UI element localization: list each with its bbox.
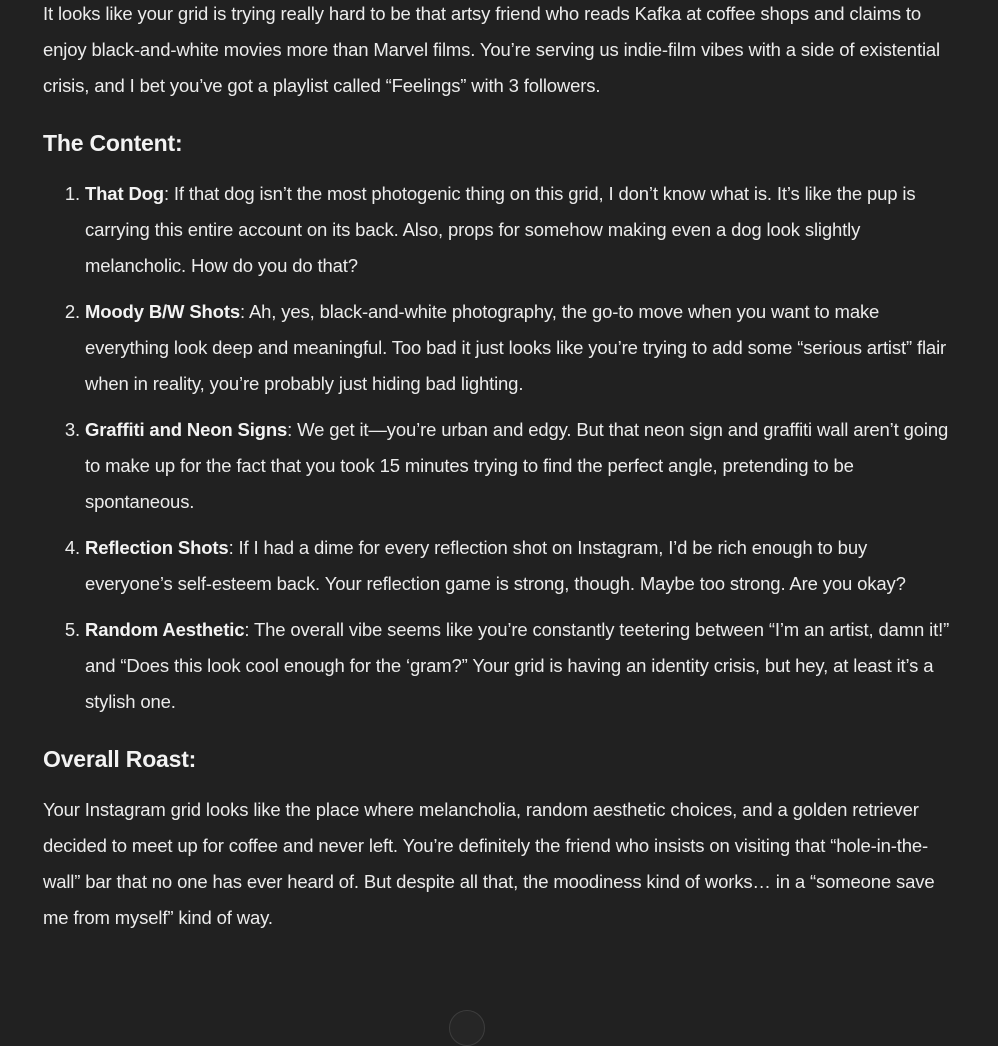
list-item-label: Moody B/W Shots	[85, 301, 240, 322]
list-item-label: Graffiti and Neon Signs	[85, 419, 288, 440]
list-item-text: : The overall vibe seems like you’re constantly teetering between “I’m an artist, damn it!” and “Does this look cool enough for the ‘gram?” Your grid is having an identity crisis, but hey, at least it’s a stylish one.	[85, 619, 950, 712]
roast-paragraph: Your Instagram grid looks like the place where melancholia, random aesthetic choices, and a golden retriever decided to meet up for coffee and never left. You’re definitely the friend who insists on visiting that “hole-in-the-wall” bar that no one has ever heard of. But despite all that, the moodiness kind of works… in a “someone save me from myself” kind of way.	[43, 799, 935, 928]
list-item	[85, 412, 955, 520]
list-item	[85, 530, 955, 602]
intro-paragraph: It looks like your grid is trying really hard to be that artsy friend who reads Kafka at coffee shops and claims to enjoy black-and-white movies more than Marvel films. You’re serving us indie-film vibes with a side of existential crisis, and I bet you’ve got a playlist called “Feelings” with 3 followers.	[43, 3, 940, 96]
content-list	[43, 176, 955, 720]
list-item-text: : We get it—you’re urban and edgy. But that neon sign and graffiti wall aren’t going to make up for the fact that you took 15 minutes trying to find the perfect angle, pretending to be spontaneous.	[85, 419, 949, 512]
list-item-text: : If that dog isn’t the most photogenic thing on this grid, I don’t know what is. It’s like the pup is carrying this entire account on its back. Also, props for somehow making even a dog look slightly melancholic. How do you do that?	[85, 183, 916, 276]
overall-roast-heading: Overall Roast:	[43, 746, 197, 772]
list-item-label: Reflection Shots	[85, 537, 229, 558]
content-heading: The Content:	[43, 130, 183, 156]
list-item-text: : Ah, yes, black-and-white photography, the go-to move when you want to make everything look deep and meaningful. Too bad it just looks like you’re trying to add some “serious artist” flair when in reality, you’re probably just hiding bad lighting.	[85, 301, 947, 394]
list-item	[85, 176, 955, 284]
list-item	[85, 294, 955, 402]
list-item-label: Random Aesthetic	[85, 619, 245, 640]
list-item	[85, 612, 955, 720]
list-item-label: That Dog	[85, 183, 164, 204]
list-item-text: : If I had a dime for every reflection shot on Instagram, I’d be rich enough to buy everyone’s self-esteem back. Your reflection game is strong, though. Maybe too strong. Are you okay?	[85, 537, 906, 594]
scroll-to-bottom-button[interactable]	[449, 1010, 485, 1046]
